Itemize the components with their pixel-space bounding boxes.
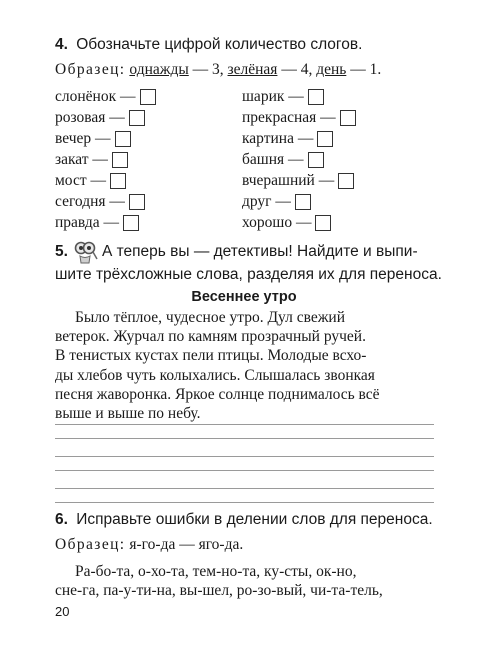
task4-left-item [55,128,131,149]
task5-heading-line2: шите трёхсложные слова, разделяя их для переноса. [55,266,442,283]
writing-line [55,470,434,471]
detective-magnifier-icon [72,239,98,265]
word-label: слонёнок — [55,88,136,105]
answer-box[interactable] [338,173,354,189]
task6-heading [55,510,433,530]
task4-example-word-3: день [316,61,347,78]
task4-number: 4. [55,36,68,53]
task6-exercise-line1: Ра-бо-та, о-хо-та, тем-но-та, ку-сты, ок-но, [75,563,357,580]
writing-line [55,438,434,439]
answer-box[interactable] [115,131,131,147]
task4-heading [55,35,362,55]
task4-instruction: Обозначьте цифрой количество слогов. [76,36,363,53]
task4-example-value-3: — 1. [350,61,382,78]
task4-right-item [242,128,333,149]
task5-line1: А теперь вы — детективы! Найдите и выпи- [101,243,418,260]
task4-right-item [242,212,331,233]
task6-instruction: Исправьте ошибки в делении слов для переноса. [76,511,433,528]
task4-example-word-1: однажды [129,61,189,78]
word-label: друг — [242,193,291,210]
word-label: прекрасная — [242,109,336,126]
task4-left-item [55,149,128,170]
answer-box[interactable] [129,194,145,210]
page-number: 20 [55,604,70,619]
task4-left-item [55,170,126,191]
answer-box[interactable] [295,194,311,210]
story-line: В тенистых кустах пели птицы. Молодые всхо- [55,347,367,365]
answer-box[interactable] [112,152,128,168]
task5-number: 5. [55,243,68,260]
writing-line [55,502,434,503]
answer-box[interactable] [308,152,324,168]
word-label: правда — [55,214,119,231]
task4-example-word-2: зелёная [227,61,278,78]
task4-example-value-1: — 3, [192,61,224,78]
story-line: Было тёплое, чудесное утро. Дул свежий [75,309,346,326]
answer-box[interactable] [123,215,139,231]
story-text [55,308,434,423]
answer-box[interactable] [140,89,156,105]
task4-example-label: Образец: [55,61,126,78]
answer-box[interactable] [308,89,324,105]
word-label: мост — [55,172,106,189]
writing-line [55,424,434,425]
story-line: выше и выше по небу. [55,405,201,423]
task4-left-item [55,107,145,128]
word-label: хорошо — [242,214,312,231]
story-line: ветерок. Журчал по камням прозрачный ручей. [55,328,366,346]
writing-line [55,488,434,489]
word-label: вчерашний — [242,172,335,189]
story-line: песня жаворонка. Яркое солнце поднималось всё [55,385,380,403]
task6-example-text: я-го-да — яго-да. [129,536,244,553]
word-label: закат — [55,151,108,168]
story-title: Весеннее утро [191,289,297,305]
task4-example [55,60,381,80]
task4-left-item [55,212,139,233]
word-label: вечер — [55,130,111,147]
word-label: сегодня — [55,193,125,210]
task4-right-item [242,107,356,128]
word-label: картина — [242,130,314,147]
answer-box[interactable] [129,110,145,126]
word-label: розовая — [55,109,125,126]
word-label: шарик — [242,88,304,105]
task4-example-value-2: — 4, [281,61,313,78]
task5-heading-line1 [55,239,418,265]
task6-example-label: Образец: [55,536,126,553]
task4-right-item [242,191,311,212]
writing-line [55,456,434,457]
answer-box[interactable] [317,131,333,147]
task6-example [55,535,243,555]
task4-right-item [242,149,324,170]
task4-right-item [242,86,324,107]
answer-box[interactable] [315,215,331,231]
task6-exercise-line2: сне-га, па-у-ти-на, вы-шел, ро-зо-вый, чи-та-тель, [55,582,383,599]
answer-box[interactable] [110,173,126,189]
story-line: ды хлебов чуть колыхались. Слышалась звонкая [55,366,375,384]
task4-left-item [55,191,145,212]
task4-right-item [242,170,354,191]
word-label: башня — [242,151,304,168]
task6-number: 6. [55,511,68,528]
task4-left-item [55,86,156,107]
answer-box[interactable] [340,110,356,126]
